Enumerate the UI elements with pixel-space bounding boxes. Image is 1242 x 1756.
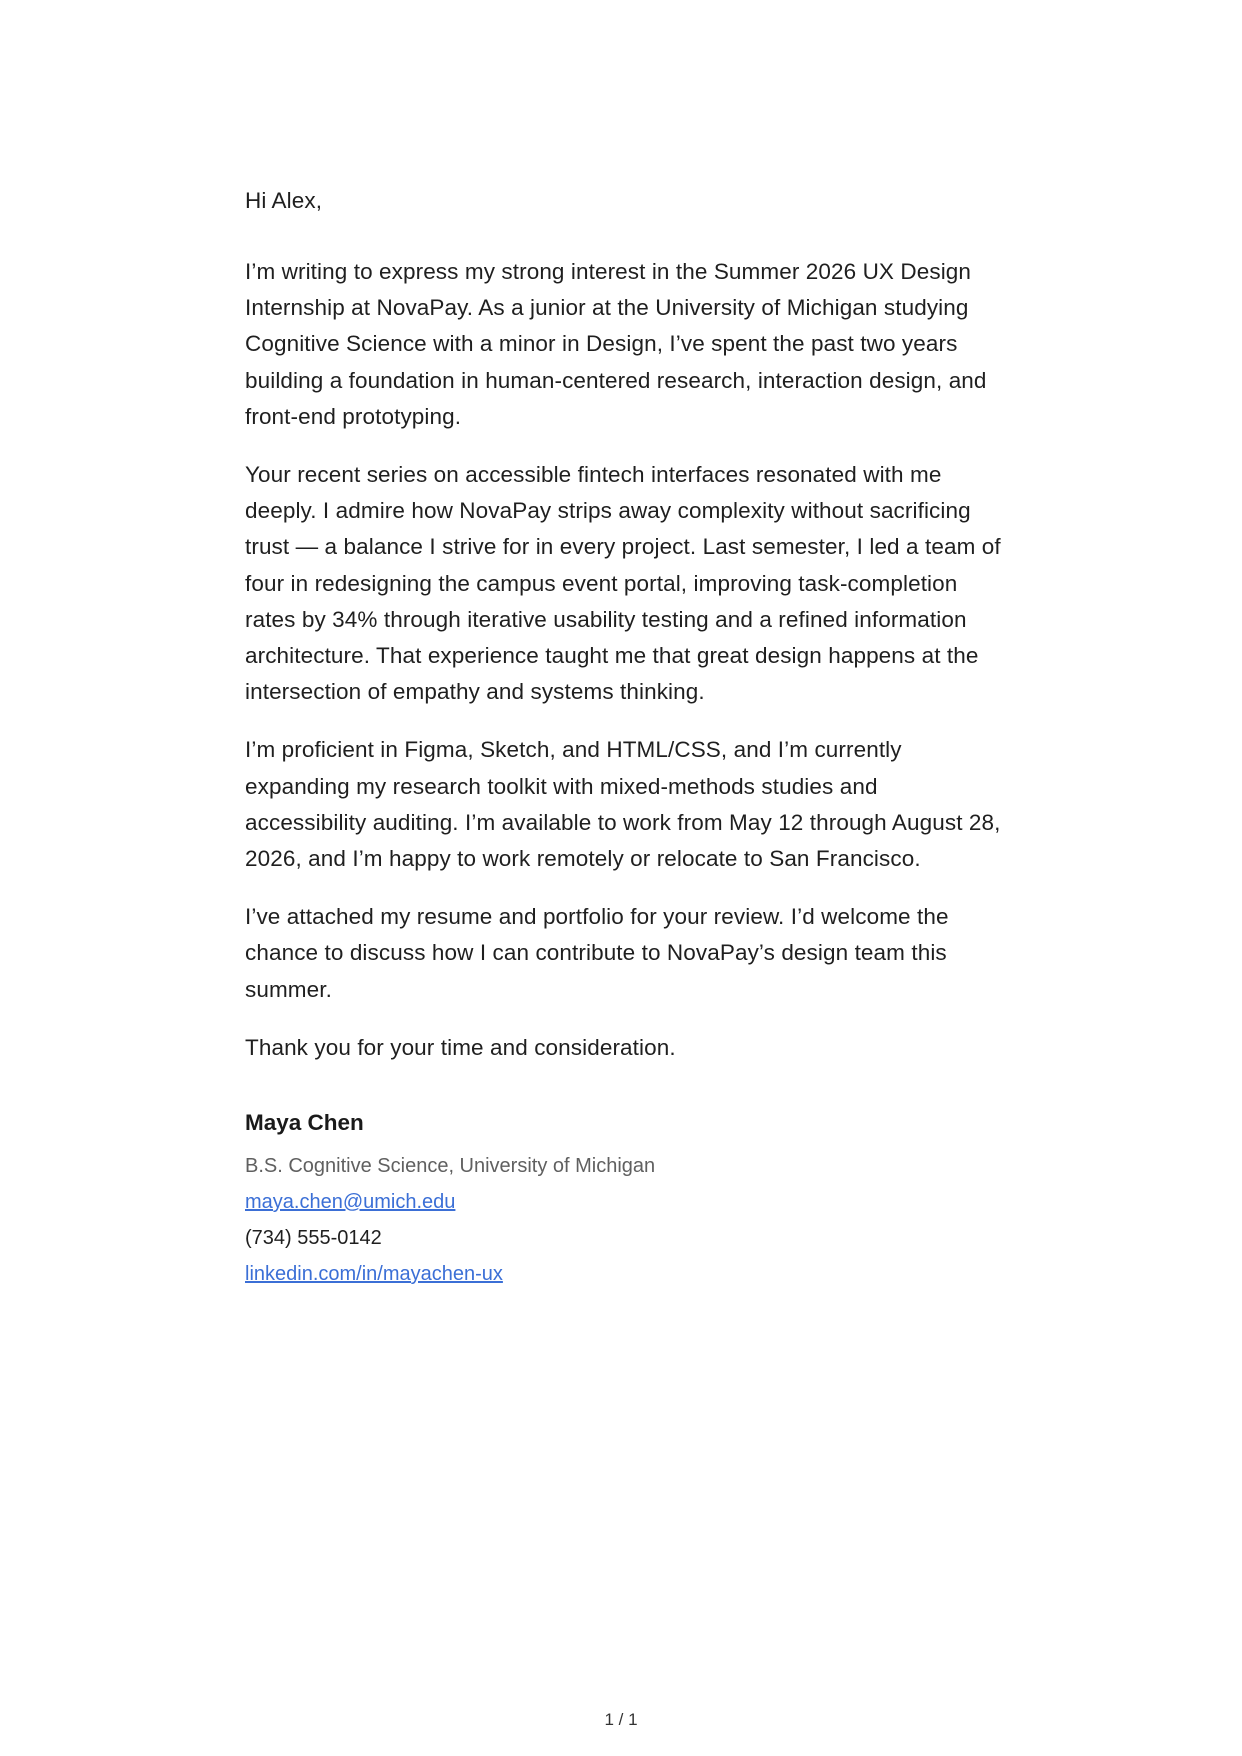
signature-email-link[interactable]: maya.chen@umich.edu	[245, 1191, 456, 1214]
signature-name: Maya Chen	[245, 1110, 364, 1136]
paragraph-attachments: I’ve attached my resume and portfolio for your review. I’d welcome the chance to discuss how I can contribute to NovaPay’s design team this summer.	[245, 904, 949, 1002]
page-number: 1 / 1	[604, 1710, 638, 1729]
signature-linkedin-link[interactable]: linkedin.com/in/mayachen-ux	[245, 1263, 503, 1286]
paragraph-intro: I’m writing to express my strong interest in the Summer 2026 UX Design Internship at NovaPay. As a junior at the University of Michigan studying Cognitive Science with a minor in Design, I’ve spent the past two years building a foundation in human-centered research, interaction design, and front-end prototyping.	[245, 259, 987, 429]
paragraph-closing: Thank you for your time and consideration.	[245, 1034, 676, 1060]
signature-block	[245, 1108, 1005, 1292]
cover-letter	[245, 186, 1005, 1292]
greeting: Hi Alex,	[245, 188, 323, 213]
paragraph-skills: I’m proficient in Figma, Sketch, and HTML/CSS, and I’m currently expanding my research toolkit with mixed-methods studies and accessibility auditing. I’m available to work from May 12 through August 28, 2026, and I’m happy to work remotely or relocate to San Francisco.	[245, 737, 1001, 872]
signature-degree: B.S. Cognitive Science, University of Michigan	[245, 1155, 656, 1178]
paragraph-experience: Your recent series on accessible fintech interfaces resonated with me deeply. I admire how NovaPay strips away complexity without sacrificing trust — a balance I strive for in every project. Last semester, I led a team of four in redesigning the campus event portal, improving task-completion rates by 34% through iterative usability testing and a refined information architecture. That experience taught me that great design happens at the intersection of empathy and systems thinking.	[245, 462, 1001, 705]
signature-phone: (734) 555-0142	[245, 1227, 382, 1250]
